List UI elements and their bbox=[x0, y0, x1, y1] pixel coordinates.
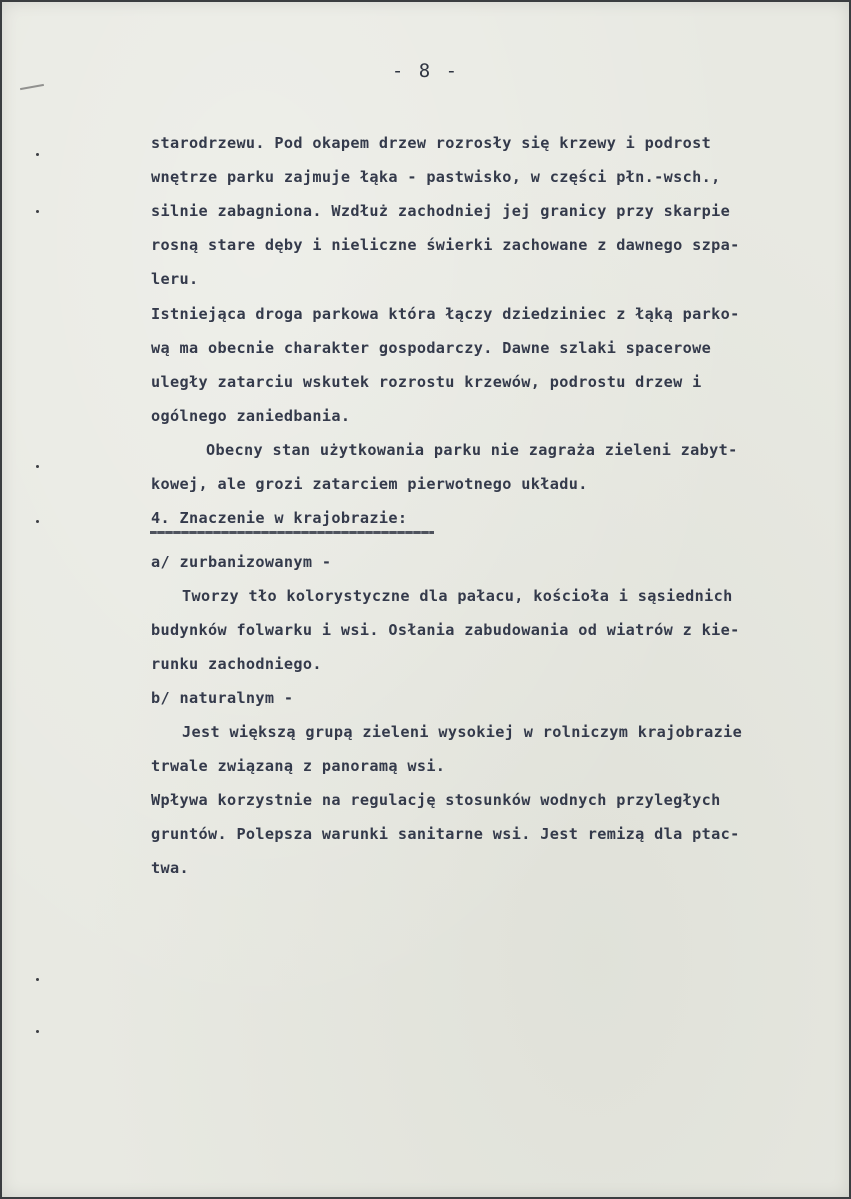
text-line: silnie zabagniona. Wzdłuż zachodniej jej granicy przy skarpie bbox=[151, 202, 731, 220]
text-line: trwale związaną z panoramą wsi. bbox=[151, 757, 446, 775]
text-line: runku zachodniego. bbox=[151, 655, 322, 673]
subsection-label: b/ naturalnym - bbox=[151, 689, 294, 707]
text-line: rosną stare dęby i nieliczne świerki zachowane z dawnego szpa- bbox=[151, 236, 740, 254]
text-line: budynków folwarku i wsi. Osłania zabudowania od wiatrów z kie- bbox=[151, 621, 740, 639]
text-line: wą ma obecnie charakter gospodarczy. Dawne szlaki spacerowe bbox=[151, 339, 712, 357]
text-line: uległy zatarciu wskutek rozrostu krzewów, podrostu drzew i bbox=[151, 373, 702, 391]
text-line: gruntów. Polepsza warunki sanitarne wsi. Jest remizą dla ptac- bbox=[151, 825, 740, 843]
punch-hole-mark bbox=[36, 153, 39, 156]
text-line: Istniejąca droga parkowa która łączy dziedziniec z łąką parko- bbox=[151, 305, 740, 323]
section-heading: 4. Znaczenie w krajobrazie: bbox=[151, 509, 408, 527]
text-line: starodrzewu. Pod okapem drzew rozrosły się krzewy i podrost bbox=[151, 134, 712, 152]
corner-mark bbox=[20, 84, 44, 90]
text-line: leru. bbox=[151, 270, 199, 288]
text-line: kowej, ale grozi zatarciem pierwotnego układu. bbox=[151, 475, 588, 493]
text-line: twa. bbox=[151, 859, 189, 877]
punch-hole-mark bbox=[36, 978, 39, 981]
text-line: Wpływa korzystnie na regulację stosunków wodnych przyległych bbox=[151, 791, 721, 809]
punch-hole-mark bbox=[36, 520, 39, 523]
text-line: Jest większą grupą zieleni wysokiej w rolniczym krajobrazie bbox=[182, 723, 743, 741]
text-line: ogólnego zaniedbania. bbox=[151, 407, 351, 425]
punch-hole-mark bbox=[36, 465, 39, 468]
page-number: - 8 - bbox=[391, 60, 460, 82]
heading-underline bbox=[150, 531, 434, 534]
text-line: Obecny stan użytkowania parku nie zagraża zieleni zabyt- bbox=[206, 441, 738, 459]
text-line: wnętrze parku zajmuje łąka - pastwisko, w części płn.-wsch., bbox=[151, 168, 721, 186]
text-line: Tworzy tło kolorystyczne dla pałacu, kościoła i sąsiednich bbox=[182, 587, 733, 605]
subsection-label: a/ zurbanizowanym - bbox=[151, 553, 332, 571]
punch-hole-mark bbox=[36, 210, 39, 213]
punch-hole-mark bbox=[36, 1030, 39, 1033]
